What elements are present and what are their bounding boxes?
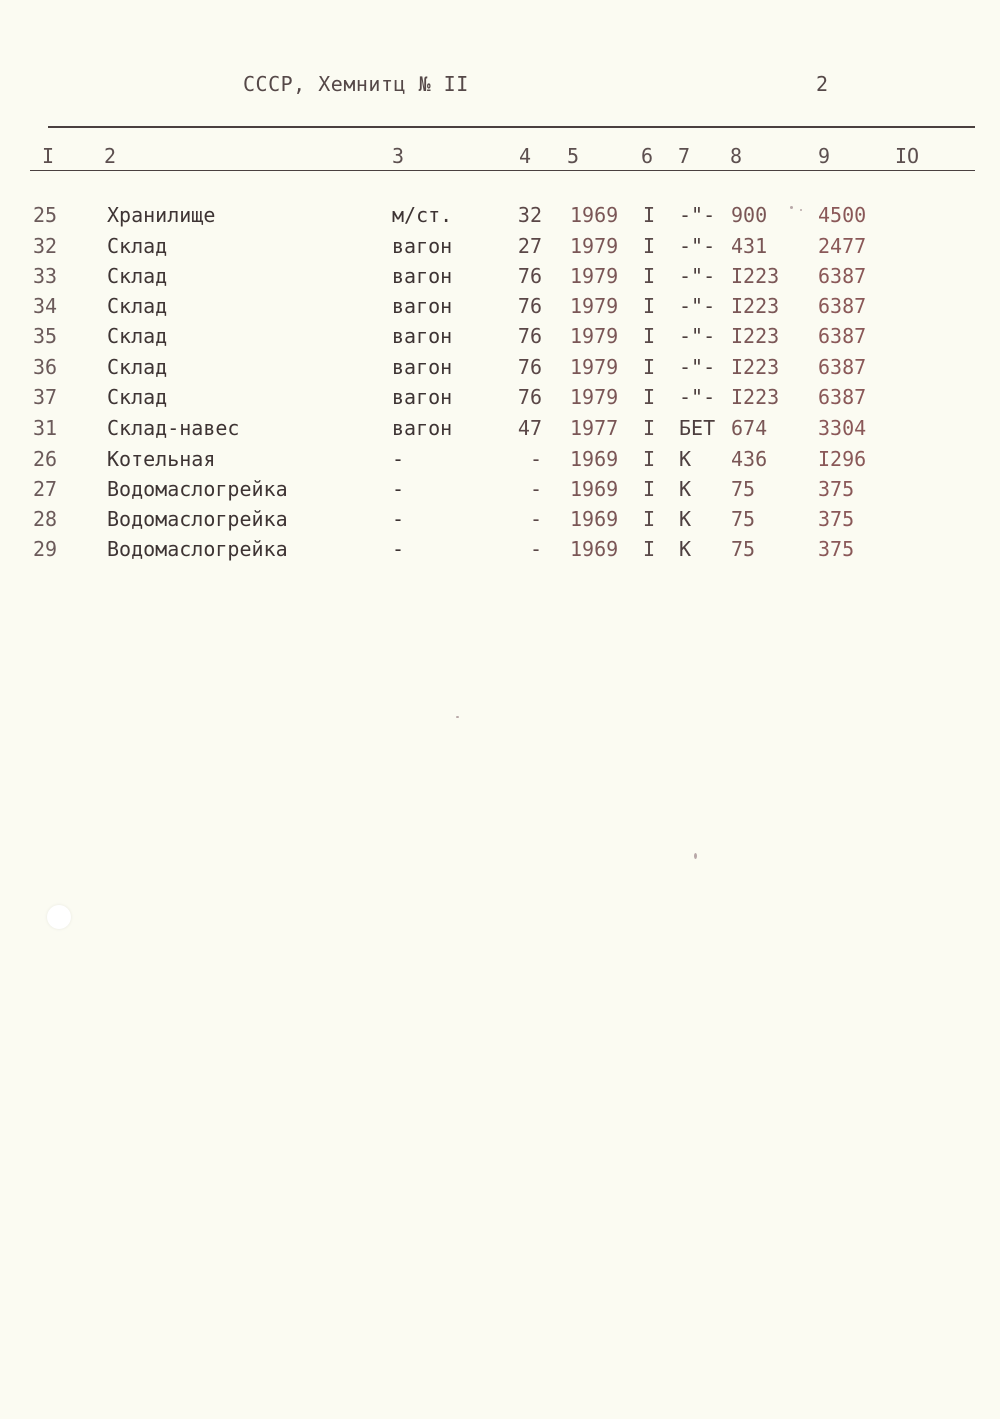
column-7-value: К: [679, 447, 692, 471]
building-name: Склад: [107, 355, 168, 379]
column-7-value: -"-: [679, 324, 716, 348]
ink-speck: [800, 209, 802, 211]
column-7-value: -"-: [679, 294, 716, 318]
ink-speck: [694, 853, 697, 859]
table-row: [0, 264, 1000, 294]
column-9-value: 375: [818, 477, 855, 501]
column-7-value: -"-: [679, 385, 716, 409]
unit: -: [392, 537, 405, 561]
column-header-9: 9: [818, 144, 831, 168]
column-8-value: 436: [731, 447, 768, 471]
column-9-value: 375: [818, 537, 855, 561]
quantity: 76: [517, 294, 542, 318]
table-row: [0, 507, 1000, 537]
quantity: 27: [517, 234, 542, 258]
column-6-value: I: [643, 385, 656, 409]
unit: вагон: [392, 324, 453, 348]
column-6-value: I: [643, 537, 656, 561]
unit: вагон: [392, 355, 453, 379]
quantity: -: [529, 537, 542, 561]
quantity: 32: [517, 203, 542, 227]
column-9-value: 6387: [818, 385, 867, 409]
building-name: Водомаслогрейка: [107, 477, 288, 501]
row-number: 37: [33, 385, 58, 409]
building-name: Котельная: [107, 447, 216, 471]
column-header-1: I: [42, 144, 55, 168]
building-name: Склад: [107, 385, 168, 409]
column-header-10: IO: [895, 144, 920, 168]
column-header-7: 7: [678, 144, 691, 168]
unit: м/ст.: [392, 203, 453, 227]
row-number: 27: [33, 477, 58, 501]
column-8-value: I223: [731, 264, 780, 288]
row-number: 26: [33, 447, 58, 471]
column-header-8: 8: [730, 144, 743, 168]
year: 1979: [570, 234, 619, 258]
column-6-value: I: [643, 203, 656, 227]
column-8-value: I223: [731, 385, 780, 409]
table-row: [0, 447, 1000, 477]
year: 1969: [570, 447, 619, 471]
quantity: 76: [517, 264, 542, 288]
column-7-value: -"-: [679, 355, 716, 379]
column-9-value: 4500: [818, 203, 867, 227]
column-header-3: 3: [392, 144, 405, 168]
table-row: [0, 385, 1000, 415]
table-top-rule: [48, 126, 975, 128]
column-6-value: I: [643, 294, 656, 318]
building-name: Склад-навес: [107, 416, 240, 440]
column-header-6: 6: [641, 144, 654, 168]
column-7-value: К: [679, 507, 692, 531]
unit: вагон: [392, 234, 453, 258]
building-name: Склад: [107, 264, 168, 288]
row-number: 35: [33, 324, 58, 348]
table-row: [0, 203, 1000, 233]
document-title: СССР, Хемнитц № II: [243, 72, 469, 96]
year: 1979: [570, 264, 619, 288]
column-8-value: 75: [731, 537, 756, 561]
column-header-4: 4: [519, 144, 532, 168]
row-number: 36: [33, 355, 58, 379]
building-name: Водомаслогрейка: [107, 507, 288, 531]
column-9-value: 2477: [818, 234, 867, 258]
page-number: 2: [816, 72, 829, 96]
building-name: Склад: [107, 294, 168, 318]
column-6-value: I: [643, 264, 656, 288]
building-name: Хранилище: [107, 203, 216, 227]
table-row: [0, 416, 1000, 446]
column-6-value: I: [643, 324, 656, 348]
year: 1969: [570, 537, 619, 561]
column-6-value: I: [643, 234, 656, 258]
unit: вагон: [392, 294, 453, 318]
column-9-value: 6387: [818, 355, 867, 379]
year: 1969: [570, 507, 619, 531]
year: 1979: [570, 355, 619, 379]
row-number: 31: [33, 416, 58, 440]
column-8-value: 75: [731, 507, 756, 531]
table-header-rule: [30, 170, 975, 171]
quantity: 76: [517, 324, 542, 348]
year: 1977: [570, 416, 619, 440]
row-number: 34: [33, 294, 58, 318]
column-6-value: I: [643, 416, 656, 440]
column-6-value: I: [643, 507, 656, 531]
column-7-value: К: [679, 477, 692, 501]
quantity: 47: [517, 416, 542, 440]
row-number: 25: [33, 203, 58, 227]
column-6-value: I: [643, 355, 656, 379]
column-9-value: 6387: [818, 294, 867, 318]
building-name: Водомаслогрейка: [107, 537, 288, 561]
column-8-value: I223: [731, 294, 780, 318]
row-number: 33: [33, 264, 58, 288]
column-8-value: 674: [731, 416, 768, 440]
column-7-value: БЕТ: [679, 416, 716, 440]
column-8-value: 75: [731, 477, 756, 501]
row-number: 28: [33, 507, 58, 531]
table-row: [0, 324, 1000, 354]
column-9-value: 375: [818, 507, 855, 531]
table-row: [0, 537, 1000, 567]
building-name: Склад: [107, 324, 168, 348]
quantity: 76: [517, 385, 542, 409]
column-8-value: 431: [731, 234, 768, 258]
column-9-value: 3304: [818, 416, 867, 440]
column-8-value: 900: [731, 203, 768, 227]
building-name: Склад: [107, 234, 168, 258]
column-header-2: 2: [104, 144, 117, 168]
unit: -: [392, 447, 405, 471]
year: 1969: [570, 477, 619, 501]
unit: -: [392, 477, 405, 501]
quantity: -: [529, 477, 542, 501]
column-7-value: К: [679, 537, 692, 561]
column-6-value: I: [643, 447, 656, 471]
table-row: [0, 234, 1000, 264]
column-9-value: 6387: [818, 264, 867, 288]
table-row: [0, 355, 1000, 385]
unit: вагон: [392, 385, 453, 409]
ink-speck: [456, 716, 459, 718]
column-7-value: -"-: [679, 264, 716, 288]
row-number: 29: [33, 537, 58, 561]
quantity: 76: [517, 355, 542, 379]
quantity: -: [529, 447, 542, 471]
year: 1969: [570, 203, 619, 227]
year: 1979: [570, 324, 619, 348]
year: 1979: [570, 385, 619, 409]
column-7-value: -"-: [679, 234, 716, 258]
unit: вагон: [392, 416, 453, 440]
quantity: -: [529, 507, 542, 531]
table-row: [0, 477, 1000, 507]
column-8-value: I223: [731, 355, 780, 379]
column-9-value: I296: [818, 447, 867, 471]
unit: вагон: [392, 264, 453, 288]
column-8-value: I223: [731, 324, 780, 348]
punch-hole: [47, 905, 71, 929]
column-7-value: -"-: [679, 203, 716, 227]
unit: -: [392, 507, 405, 531]
row-number: 32: [33, 234, 58, 258]
year: 1979: [570, 294, 619, 318]
table-row: [0, 294, 1000, 324]
ink-speck: [790, 206, 793, 209]
column-6-value: I: [643, 477, 656, 501]
column-header-5: 5: [567, 144, 580, 168]
column-9-value: 6387: [818, 324, 867, 348]
